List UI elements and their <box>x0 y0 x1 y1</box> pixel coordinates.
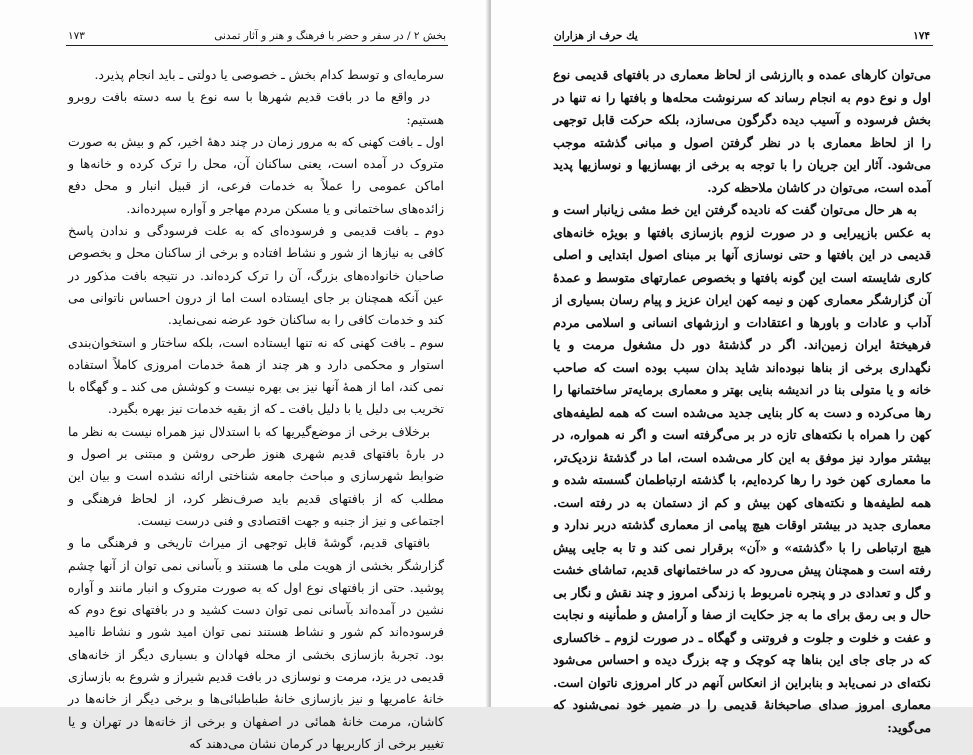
paragraph: در واقع ما در بافت قدیم شهرها با سه نوع یا سه دسته بافت روبرو هستیم: <box>68 89 444 127</box>
paragraph: اول ـ بافت کهنی که به مرور زمان در چند دههٔ اخیر، کم و بیش به صورت متروک در آمده است، یعنی ساکنان آن، محل را ترک کرده و خانه‌ها و اماکن عمومی را عملاً به خدمات فرعی، از قبیل انبار و محل دفع زائده‌های ساختمانی و یا مسکن مردم مهاجر و آواره سپرده‌اند. <box>68 133 444 216</box>
right-running-title: یك حرف از هزاران <box>554 30 638 42</box>
left-page-header <box>68 28 446 44</box>
left-page-number: ۱۷۳ <box>68 30 85 42</box>
paragraph: سوم ـ بافت کهنی که نه تنها ایستاده است، بلکه ساختار و استخوان‌بندی استوار و محکمی دارد و هر چند از همهٔ خدمات امروزی کاملاً استفاده نمی کند، اما از همهٔ آنها نیز بی بهره نیست و کوشش می کند ـ و گهگاه با تخریب بی دلیل یا با دلیل بافت ـ که از بقیه خدمات نیز بهره بگیرد. <box>68 334 444 417</box>
right-page-header <box>554 28 930 44</box>
paragraph: به هر حال می‌توان گفت که نادیده گرفتن این خط مشی زیانبار است و به عکس بازپیرایی و در صورت لزوم بازسازی بافتها و بویژه خانه‌های قدیمی در این بافتها و حتی نوسازی آنها بر مبنای اصول ابتدایی و اصلی کاری شایسته است این گونه بافتها و بخصوص عمارتهای متوسط و عمدهٔ آن گزارشگر معماری کهن و نیمه کهن ایران عزیز و پیام رسان بسیاری از آداب و عادات و باورها و اعتقادات و ارزشهای انسانی و اسلامی مردم فرهیختهٔ ایران زمین‌اند. اگر در گذشتهٔ دور دل مشغول مرمت و یا نگهداری برخی از بناها نبوده‌اند شاید بدان سبب بوده است که صاحب خانه و یا متولی بنا در اندیشه بنایی بهتر و معماری برمایه‌تر ساختمانها را رها می‌کرده و دست به کار بنایی جدید می‌شده است که همه لطیفه‌های کهن را همراه با نکته‌های تازه در بر می‌گرفته است و اگر نه همواره، در بیشتر موارد نیز موفق به این کار می‌شده است، اما در گذشتهٔ نزدیک‌تر، ما معماری کهن خود را رها کرده‌ایم، با گذشته ارتباطمان گسسته شده و همه لطیفه‌ها و نکته‌های کهن بیش و کم از دستمان به در رفته است. معماری جدید در بیشتر اوقات هیچ پیامی از معماری گذشته دربر ندارد و هیچ ارتباطی را با «گذشته» و «آن» برقرار نمی کند و تا به جایی پیش رفته است و همچنان پیش می‌رود که در ساختمانهای قدیم، تماشای خشت و گل و تعدادی در و پنجره نامربوط با زندگی امروز و چند نقش و نگار بی حال و بی رمق برای ما به جز حکایت از صفا و آرامش و طمأنینه و نجابت و عفت و خلوت و جلوت و فروتنی و گهگاه ـ در صورت لزوم ـ خاکساری که در جای جای این بناها چه کوچک و چه بزرگ دیده و احساس می‌شود نکته‌ای در نمی‌یابد و بنابراین از انعکاس آنهم در کار امروزی ناتوان است. معماری امروز صدای صاحبخانهٔ قدیمی را در ضمیر خود نمی‌شنود که می‌گوید: <box>553 202 931 735</box>
right-page-body <box>553 64 931 739</box>
left-header-rule <box>66 45 448 46</box>
paragraph: سرمایه‌ای و توسط کدام بخش ـ خصوصی یا دولتی ـ باید انجام پذیرد. <box>94 67 444 82</box>
left-page <box>0 0 488 751</box>
right-page-number: ۱۷۴ <box>913 30 930 42</box>
left-page-body <box>68 64 444 755</box>
paragraph: دوم ـ بافت قدیمی و فرسوده‌ای که به علت فرسودگی و ندادن پاسخ کافی به نیازها از شور و نشاط افتاده و برخی از ساکنان محل و بخصوص صاحبان خانواده‌های بزرگ، آن را ترک کرده‌اند. در نتیجه بافت مذکور در عین آنکه همچنان بر جای ایستاده است اما از درون احساس ناتوانی می کند و خدمات کافی را به ساکنان خود عرضه نمی‌نماید. <box>68 223 444 328</box>
right-page <box>491 0 973 735</box>
paragraph: می‌توان کارهای عمده و باارزشی از لحاظ معماری در بافتهای قدیمی نوع اول و نوع دوم به انجام رساند که سرنوشت محله‌ها و بافتها را نه تنها در بخش فرسوده و آسیب دیده دگرگون می‌سازد، بلکه حرکت قابل توجهی را از لحاظ معماری با در نظر گرفتن اصول و مبانی گذشته موجب می‌شود. آثار این جریان را با توجه به برخی از بهسازیها و نوسازیها پدید آمده است، می‌توان در کاشان ملاحظه کرد. <box>553 67 931 195</box>
right-header-rule <box>553 45 933 46</box>
paragraph: بافتهای قدیم، گوشهٔ قابل توجهی از میراث تاریخی و فرهنگی ما و گزارشگر بخشی از هویت ملی ما هستند و بآسانی نمی توان از آنها چشم پوشید. حتی از بافتهای نوع اول که به صورت متروک و انبار مانند و آواره نشین در آمده‌اند بآسانی نمی توان دست کشید و در بافتهای نوع دوم که فرسوده‌اند کم شور و نشاط هستند نمی توان امید شور و نشاط ناامید بود. تجربهٔ بازسازی بخشی از محله فهادان و بسیاری دیگر از خانه‌های قدیمی در یزد، مرمت و نوسازی در بافت قدیم شیراز و شروع به بازسازی خانهٔ عامریها و نیز بازسازی خانهٔ طباطبائی‌ها و برخی دیگر از خانه‌ها در کاشان، مرمت خانهٔ همائی در اصفهان و برخی از خانه‌ها در تهران و یا تغییر برخی از کاربریها در کرمان نشان می‌دهند که <box>68 535 444 751</box>
paragraph: برخلاف برخی از موضع‌گیریها که با استدلال نیز همراه نیست به نظر ما در بارهٔ بافتهای قدیم شهری هنوز طرحی روشن و مبتنی بر اصول و ضوابط شهرسازی و مباحث جامعه شناختی ارائه نشده است و بیان این مطلب که از بافتهای قدیم باید صرف‌نظر کرد، از لحاظ فرهنگی و اجتماعی و نیز از جنبه و جهت اقتصادی و فنی درست نیست. <box>68 423 444 528</box>
left-running-title: بخش ۲ / در سفر و حضر با فرهنگ و هنر و آثار تمدنی <box>214 30 446 42</box>
